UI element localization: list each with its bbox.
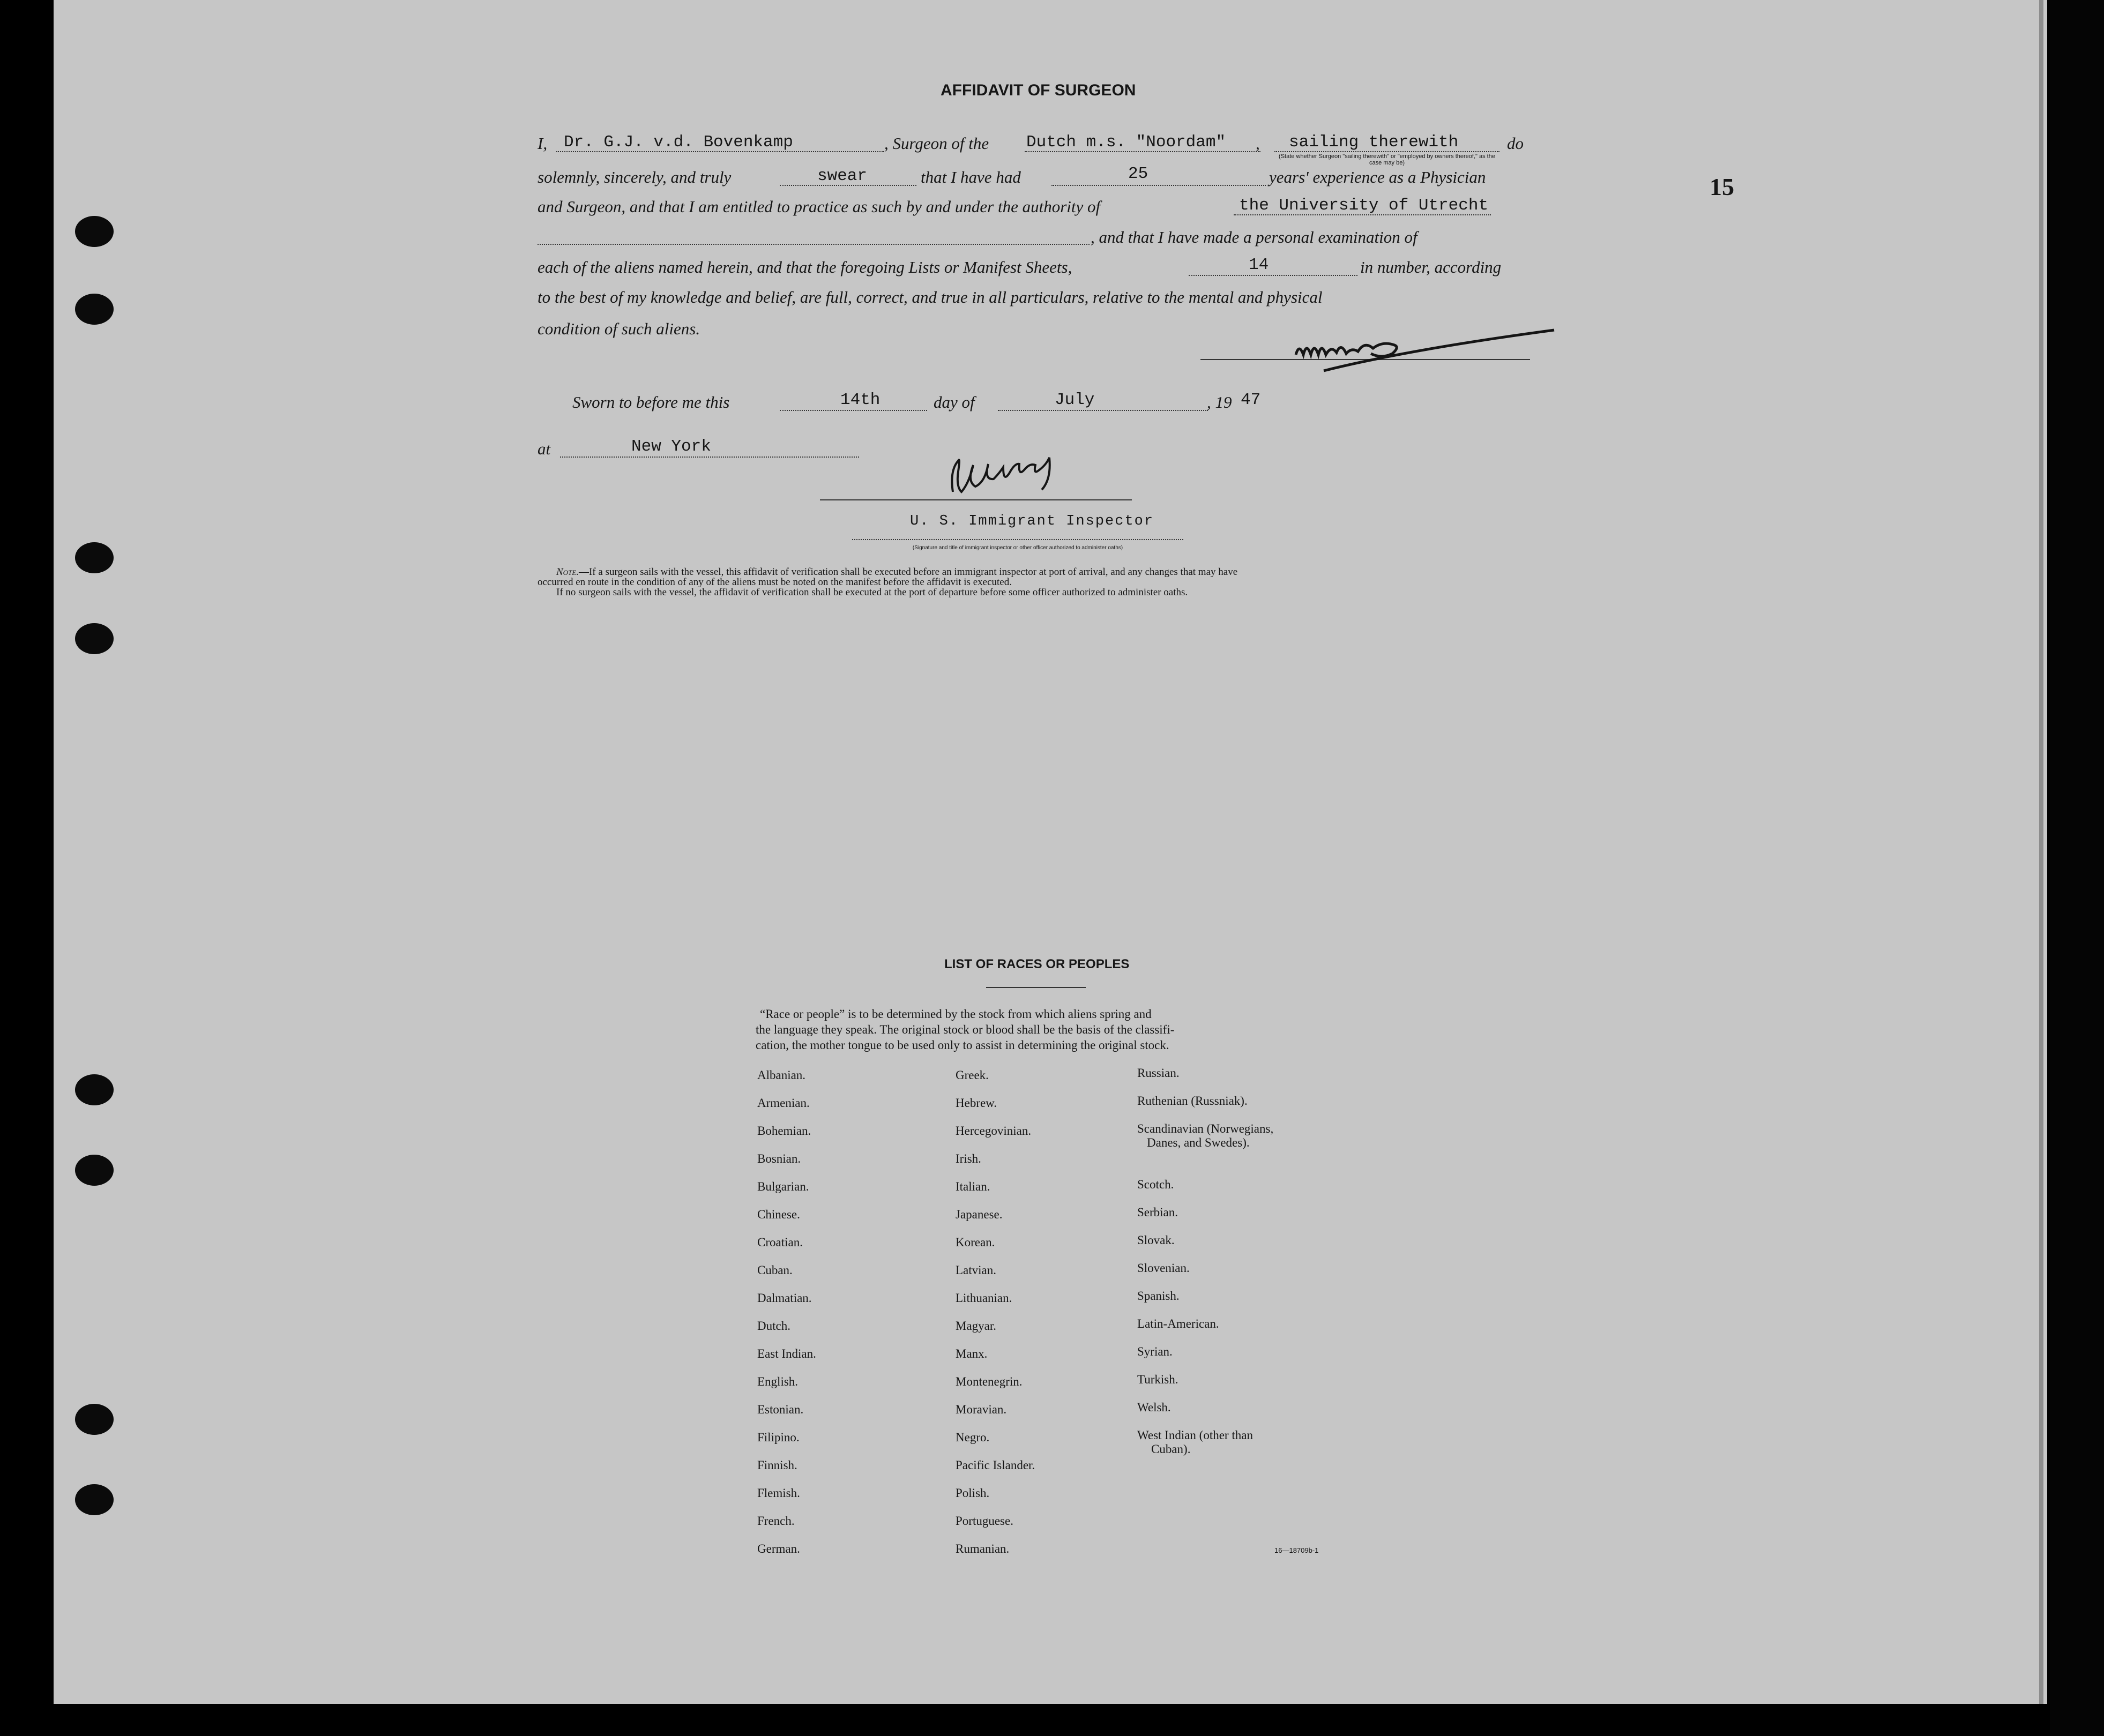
race-item: Bosnian. [757, 1152, 801, 1165]
inspector-signature-line [820, 499, 1132, 500]
inspector-signature [943, 449, 1115, 503]
race-item: Latvian. [956, 1263, 996, 1277]
inspector-title: U. S. Immigrant Inspector [910, 513, 1154, 529]
punch-hole [75, 542, 114, 573]
race-item: Hercegovinian. [956, 1124, 1032, 1138]
scan-border [2050, 0, 2104, 1736]
race-item: French. [757, 1514, 795, 1528]
races-title: LIST OF RACES OR PEOPLES [944, 957, 1130, 971]
race-item: Dutch. [757, 1319, 790, 1333]
note-line-1 [556, 567, 1237, 578]
race-item: Italian. [956, 1180, 990, 1193]
race-item: Polish. [956, 1486, 990, 1500]
race-item: Pacific Islander. [956, 1458, 1035, 1472]
text-i: I, [538, 134, 548, 153]
punch-hole [75, 1404, 114, 1435]
race-item: Armenian. [757, 1096, 810, 1110]
race-item: Scandinavian (Norwegians, [1137, 1122, 1274, 1135]
sworn-year: 47 [1241, 391, 1261, 409]
text-sworn: Sworn to before me this [572, 393, 730, 411]
years-experience: 25 [1128, 164, 1148, 183]
text-knowledge: to the best of my knowledge and belief, are full, correct, and true in all particulars, relative to the mental and physical [538, 288, 1323, 306]
oath-type: swear [817, 167, 868, 185]
place-line [560, 457, 859, 458]
note-label: Note. [556, 566, 579, 578]
races-intro-1: “Race or people” is to be determined by the stock from which aliens spring and [760, 1007, 1152, 1021]
inspector-title-line [852, 539, 1183, 540]
surgeon-name: Dr. G.J. v.d. Bovenkamp [564, 133, 793, 152]
race-item: Ruthenian (Russniak). [1137, 1094, 1248, 1108]
sworn-day-line [780, 410, 927, 411]
text-authority: and Surgeon, and that I am entitled to practice as such by and under the authority of [538, 197, 1101, 216]
punch-hole [75, 1155, 114, 1186]
races-intro-2: the language they speak. The original stock or blood shall be the basis of the classifi- [756, 1023, 1175, 1036]
surgeon-signature [1286, 321, 1565, 380]
race-item: Cuban). [1151, 1442, 1191, 1456]
race-item: Syrian. [1137, 1345, 1173, 1358]
sworn-month: July [1055, 391, 1095, 409]
race-item: Portuguese. [956, 1514, 1013, 1528]
race-item: Slovak. [1137, 1233, 1175, 1247]
race-item: Croatian. [757, 1236, 803, 1249]
text-do: do [1507, 134, 1524, 153]
race-item: Serbian. [1137, 1206, 1178, 1219]
race-item: Japanese. [956, 1208, 1003, 1221]
race-item: Spanish. [1137, 1289, 1180, 1303]
years-line [1051, 185, 1266, 186]
text-examination: , and that I have made a personal examination of [1091, 228, 1417, 246]
race-item: Turkish. [1137, 1373, 1178, 1386]
sailing-status: sailing therewith [1289, 133, 1459, 152]
sworn-month-line [998, 410, 1208, 411]
race-item: Latin-American. [1137, 1317, 1219, 1330]
text-nineteen: , 19 [1207, 393, 1232, 411]
text-surgeon-of: , Surgeon of the [884, 134, 989, 153]
race-item: Bohemian. [757, 1124, 811, 1138]
race-item: Danes, and Swedes). [1147, 1136, 1250, 1149]
race-item: Chinese. [757, 1208, 800, 1221]
race-item: Slovenian. [1137, 1261, 1190, 1275]
race-item: Estonian. [757, 1403, 804, 1416]
page-number: 15 [1710, 173, 1734, 200]
race-item: Scotch. [1137, 1178, 1174, 1191]
sworn-day: 14th [840, 391, 881, 409]
authority: the University of Utrecht [1239, 196, 1489, 215]
race-item: Manx. [956, 1347, 988, 1360]
race-item: Irish. [956, 1152, 981, 1165]
sheets-line [1189, 275, 1357, 276]
text-that-had: that I have had [921, 168, 1021, 186]
affidavit-title: AFFIDAVIT OF SURGEON [941, 81, 1136, 99]
note-line-2: occurred en route in the condition of any of the aliens must be noted on the manifest before the affidavit is executed. [538, 577, 1012, 588]
race-item: Cuban. [757, 1263, 793, 1277]
race-item: German. [757, 1542, 800, 1555]
sworn-place: New York [631, 437, 711, 456]
note-text-1: —If a surgeon sails with the vessel, this affidavit of verification shall be executed before an immigrant inspector at port of arrival, and any changes that may have [578, 566, 1238, 578]
form-number: 16—18709b-1 [1274, 1546, 1319, 1554]
race-item: West Indian (other than [1137, 1428, 1253, 1442]
authority-continuation-line [538, 244, 1090, 245]
race-item: Finnish. [757, 1458, 797, 1472]
text-experience: years' experience as a Physician [1269, 168, 1486, 186]
race-item: Lithuanian. [956, 1291, 1012, 1305]
punch-hole [75, 294, 114, 325]
race-item: Korean. [956, 1236, 995, 1249]
punch-hole [75, 623, 114, 654]
text-manifest: each of the aliens named herein, and that the foregoing Lists or Manifest Sheets, [538, 258, 1072, 276]
race-item: English. [757, 1375, 799, 1388]
race-item: East Indian. [757, 1347, 816, 1360]
vessel-name: Dutch m.s. "Noordam" [1026, 133, 1226, 152]
race-item: Montenegrin. [956, 1375, 1023, 1388]
document-page [54, 0, 2047, 1704]
text-at: at [538, 439, 551, 458]
note-line-3: If no surgeon sails with the vessel, the affidavit of verification shall be executed at the port of departure before some officer authorized to administer oaths. [556, 587, 1188, 598]
races-intro-3: cation, the mother tongue to be used only to assist in determining the original stock. [756, 1038, 1169, 1052]
race-item: Dalmatian. [757, 1291, 812, 1305]
punch-hole [75, 216, 114, 247]
text-condition: condition of such aliens. [538, 319, 700, 338]
race-item: Russian. [1137, 1066, 1180, 1080]
races-title-rule [986, 987, 1086, 988]
race-item: Rumanian. [956, 1542, 1010, 1555]
text-day-of: day of [934, 393, 975, 411]
race-item: Greek. [956, 1068, 989, 1082]
race-item: Bulgarian. [757, 1180, 809, 1193]
punch-hole [75, 1074, 114, 1105]
race-item: Negro. [956, 1431, 990, 1444]
race-item: Flemish. [757, 1486, 800, 1500]
race-item: Welsh. [1137, 1401, 1171, 1414]
punch-hole [75, 1484, 114, 1515]
text-solemnly: solemnly, sincerely, and truly [538, 168, 732, 186]
race-item: Moravian. [956, 1403, 1007, 1416]
page-edge [2039, 0, 2043, 1704]
sheets-count: 14 [1249, 256, 1269, 274]
text-comma: , [1256, 134, 1260, 153]
race-item: Magyar. [956, 1319, 997, 1333]
inspector-caption: (Signature and title of immigrant inspector or other officer authorized to administer oaths) [912, 545, 1123, 551]
sailing-note: (State whether Surgeon "sailing therewith" or "employed by owners thereof," as the case may be) [1279, 153, 1495, 166]
race-item: Filipino. [757, 1431, 800, 1444]
text-in-number: in number, according [1360, 258, 1502, 276]
race-item: Hebrew. [956, 1096, 997, 1110]
race-item: Albanian. [757, 1068, 806, 1082]
